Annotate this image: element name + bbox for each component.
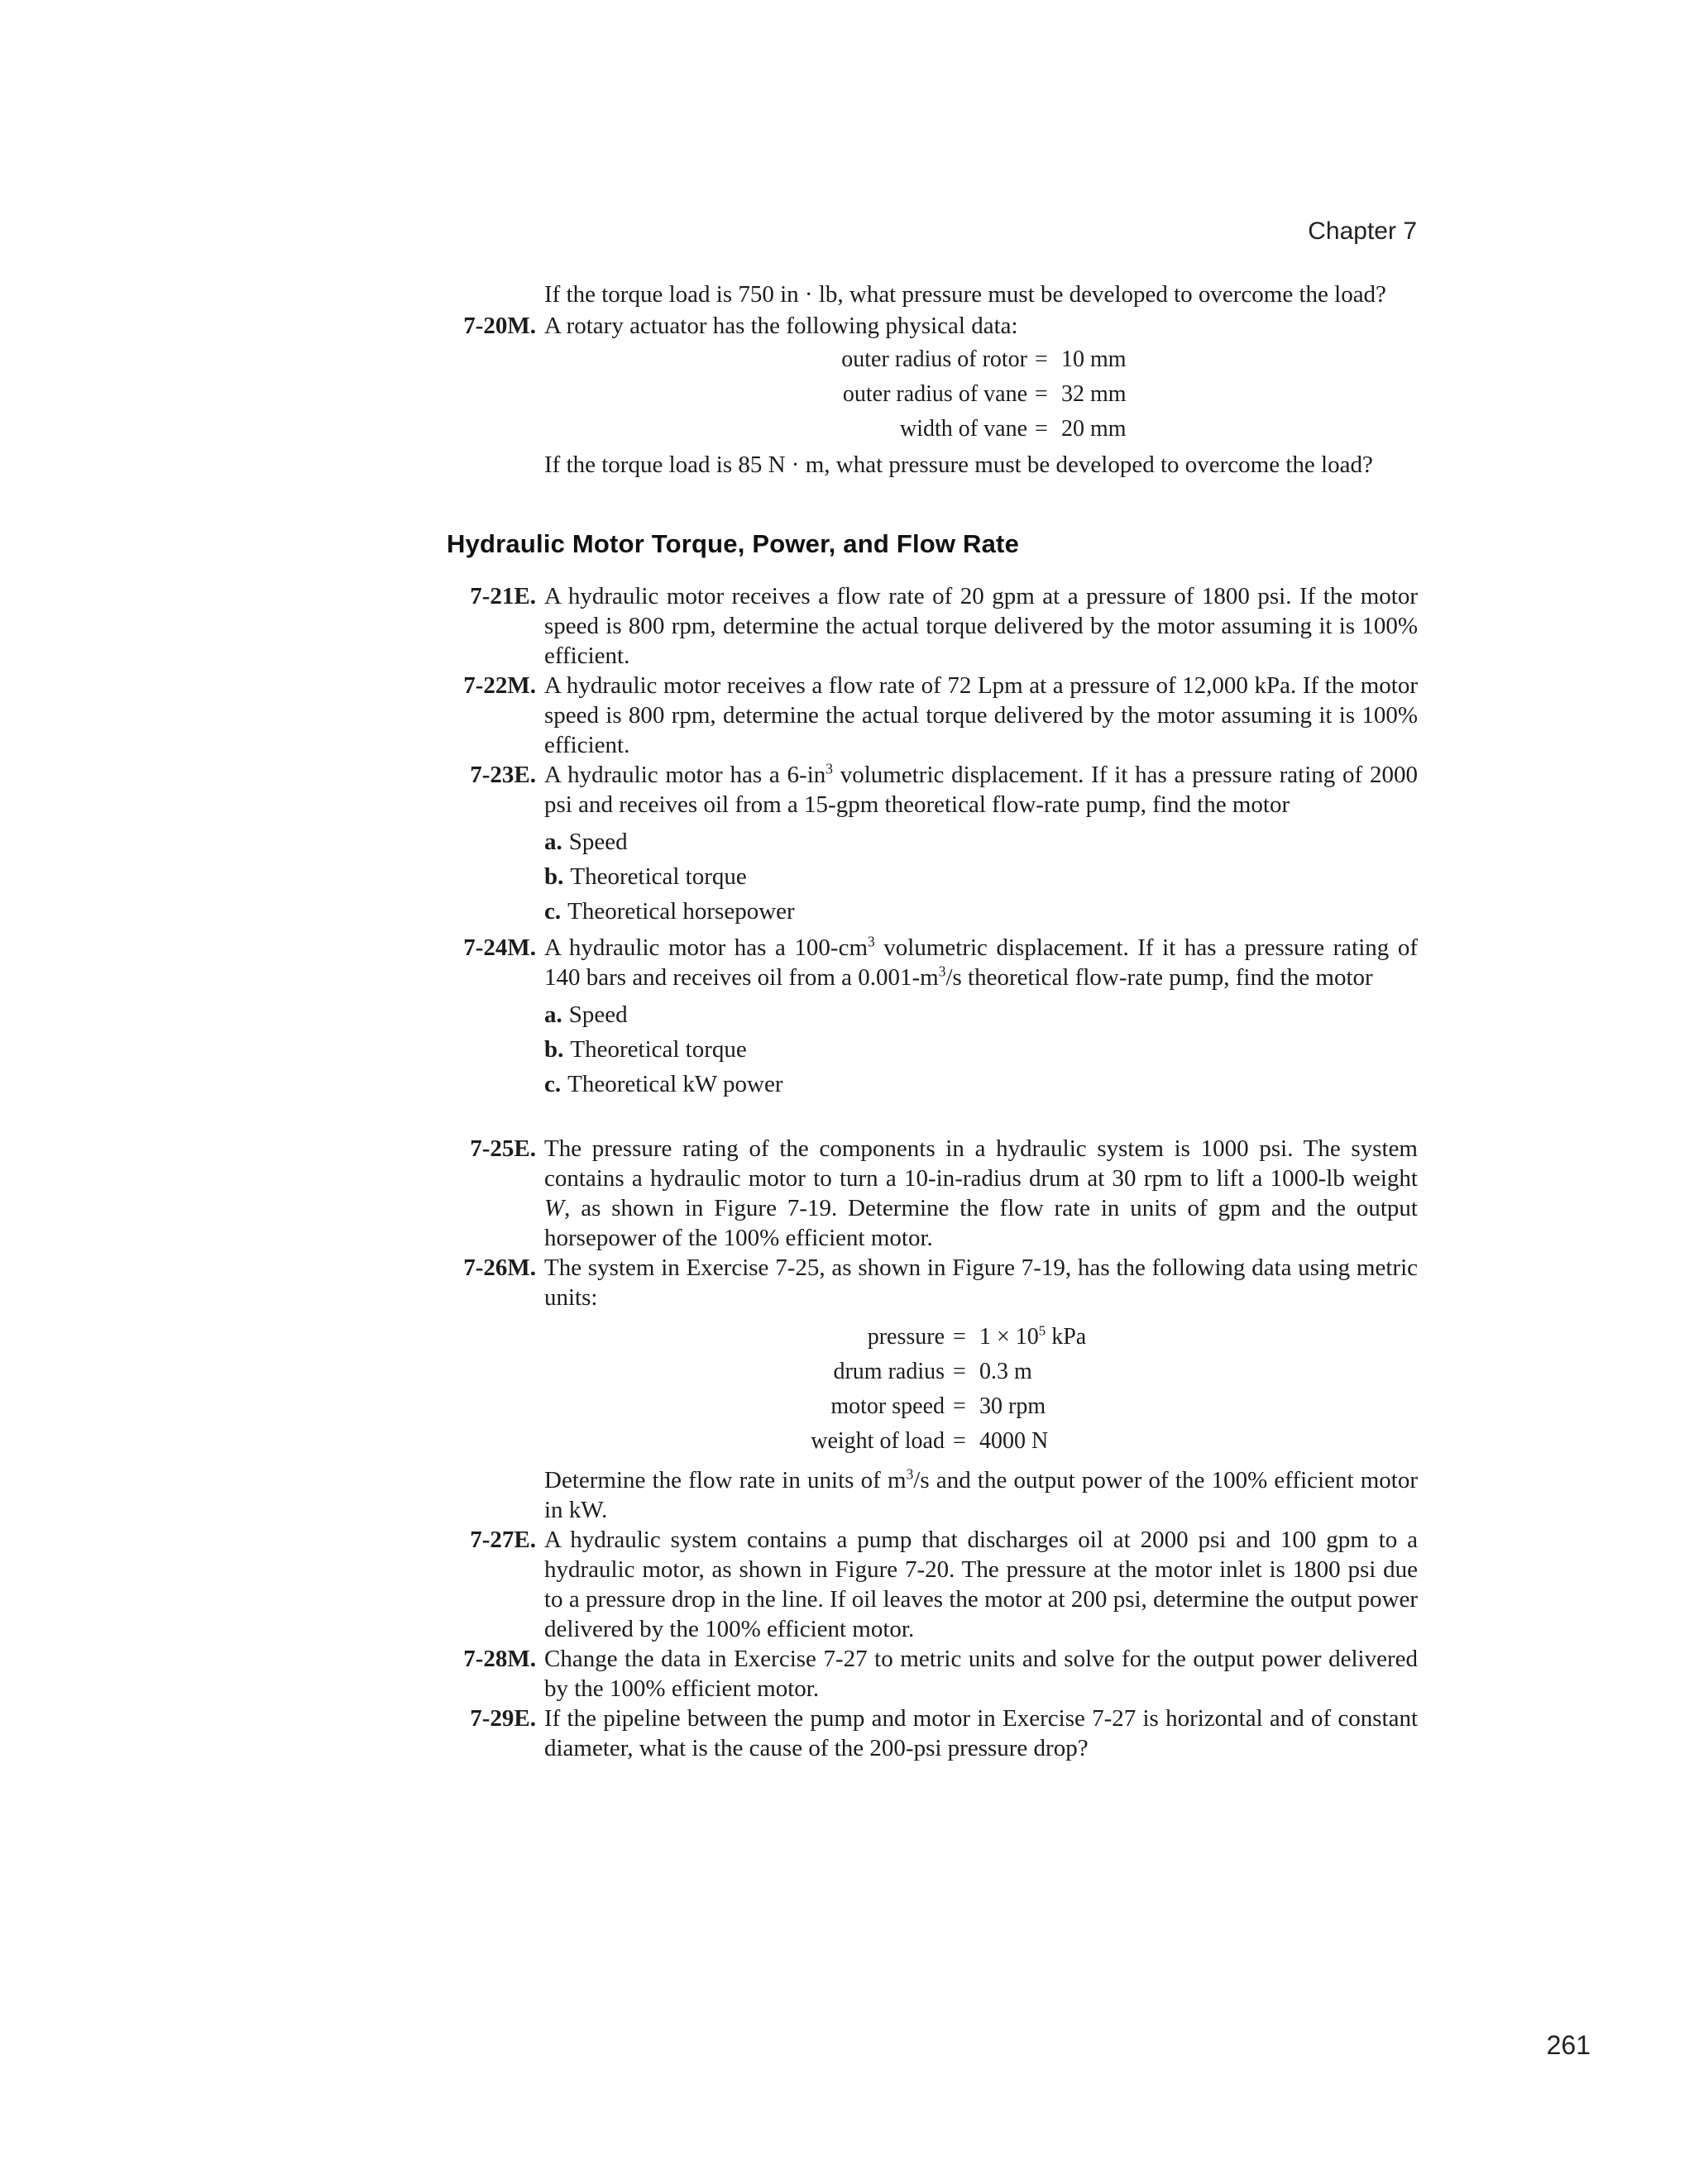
- exercise-number: 7-21E.: [470, 583, 536, 609]
- exercise-7-26-question: [447, 1465, 1418, 1525]
- list-item: a. Speed: [544, 1001, 628, 1028]
- exercise-text: A hydraulic motor has a $6-in^3$ volumetric displacement. If it has a pressure rating of 2000 psi and receives oil from a 15-gpm theoretical flow-rate pump, find the motor: [544, 760, 1418, 818]
- exercise-text: If the pipeline between the pump and motor in Exercise 7-27 is horizontal and of constant diameter, what is the cause of the 200-psi pressure drop?: [544, 1705, 1418, 1761]
- eq-lhs: weight of load: [811, 1428, 945, 1454]
- page-number: 261: [1546, 2030, 1591, 2060]
- sub-question-list: [447, 824, 1418, 929]
- exercise-7-20-question: [447, 450, 1418, 480]
- exercise-number: 7-22M.: [463, 672, 536, 699]
- list-item: c. Theoretical horsepower: [544, 898, 795, 925]
- list-item: b. Theoretical torque: [544, 1036, 747, 1063]
- eq-rhs: 10 mm: [1061, 346, 1127, 372]
- eq-lhs: outer radius of vane: [842, 381, 1027, 407]
- exercise-number: 7-29E.: [470, 1705, 536, 1732]
- exercise-number: 7-25E.: [470, 1135, 536, 1162]
- eq-lhs: motor speed: [830, 1393, 945, 1419]
- eq-equals: =: [953, 1428, 966, 1454]
- exercise-7-27: [447, 1525, 1418, 1644]
- exercise-7-19-tail: [447, 280, 1418, 309]
- exercise-text: Change the data in Exercise 7-27 to metric units and solve for the output power delivered by the 100% efficient motor.: [544, 1646, 1418, 1702]
- eq-rhs: 32 mm: [1061, 381, 1127, 407]
- exercise-7-23: [447, 760, 1418, 929]
- sub-question-list: [447, 997, 1418, 1102]
- running-header: Chapter 7: [1308, 217, 1417, 245]
- exercise-7-20: [447, 311, 1418, 341]
- exercise-7-26: [447, 1253, 1418, 1312]
- exercise-text: A rotary actuator has the following physical data:: [544, 313, 1018, 339]
- exercise-7-28: [447, 1644, 1418, 1704]
- exercise-number: 7-24M.: [463, 934, 536, 961]
- exercise-number: 7-23E.: [470, 762, 536, 788]
- exercise-text: A hydraulic motor receives a flow rate of 72 Lpm at a pressure of 12,000 kPa. If the motor speed is 800 rpm, determine the actual torque delivered by the motor assuming it is 100% efficient.: [544, 672, 1418, 758]
- exercise-number: 7-27E.: [470, 1527, 536, 1553]
- eq-equals: =: [1035, 416, 1048, 442]
- exercise-text: The pressure rating of the components in a hydraulic system is 1000 psi. The system contains a hydraulic motor to turn a 10-in-radius drum at 30 rpm to lift a 1000-lb weight W, as shown in Figure 7-19. Determine the flow rate in units of gpm and the output horsepower of the 100% efficient motor.: [544, 1135, 1418, 1251]
- exercise-number: 7-26M.: [463, 1254, 536, 1281]
- exercise-text: Determine the flow rate in units of $m^3/s$ and the output power of the 100% efficient motor in kW.: [544, 1465, 1418, 1523]
- eq-rhs: 30 rpm: [979, 1393, 1046, 1419]
- eq-rhs: 20 mm: [1061, 416, 1127, 442]
- exercise-text: If the torque load is 85 N · m, what pressure must be developed to overcome the load?: [544, 452, 1373, 478]
- eq-equals: =: [953, 1359, 966, 1384]
- exercise-text: A hydraulic system contains a pump that discharges oil at 2000 psi and 100 gpm to a hydraulic motor, as shown in Figure 7-20. The pressure at the motor inlet is 1800 psi due to a pressure drop in the line. If oil leaves the motor at 200 psi, determine the output power delivered by the 100% efficient motor.: [544, 1527, 1418, 1642]
- eq-rhs: $1 \times 10^5$ kPa: [979, 1322, 1087, 1350]
- exercise-7-25: [447, 1134, 1418, 1253]
- list-item: a. Speed: [544, 829, 628, 855]
- exercise-7-24: [447, 933, 1418, 1102]
- eq-equals: =: [953, 1393, 966, 1419]
- eq-equals: =: [1035, 346, 1048, 372]
- exercise-7-29: [447, 1704, 1418, 1763]
- eq-equals: =: [1035, 381, 1048, 407]
- list-item: c. Theoretical kW power: [544, 1071, 783, 1097]
- eq-equals: =: [953, 1324, 966, 1350]
- exercise-text: A hydraulic motor has a $100-cm^3$ volumetric displacement. If it has a pressure rating of 140 bars and receives oil from a $0.001-m^3/s$ theoretical flow-rate pump, find the motor: [544, 933, 1418, 991]
- eq-lhs: pressure: [867, 1324, 945, 1350]
- exercise-7-21: [447, 581, 1418, 671]
- eq-lhs: drum radius: [833, 1359, 945, 1384]
- eq-rhs: 4000 N: [979, 1428, 1049, 1454]
- exercise-text: If the torque load is 750 in · lb, what pressure must be developed to overcome the load?: [544, 281, 1386, 308]
- exercise-number: 7-28M.: [463, 1646, 536, 1672]
- exercise-7-22: [447, 671, 1418, 760]
- exercise-text: A hydraulic motor receives a flow rate of 20 gpm at a pressure of 1800 psi. If the motor speed is 800 rpm, determine the actual torque delivered by the motor assuming it is 100% efficient.: [544, 583, 1418, 669]
- eq-lhs: width of vane: [900, 416, 1027, 442]
- exercise-number: 7-20M.: [463, 313, 536, 339]
- eq-lhs: outer radius of rotor: [841, 346, 1027, 372]
- eq-rhs: 0.3 m: [979, 1359, 1032, 1384]
- section-title: Hydraulic Motor Torque, Power, and Flow Rate: [447, 529, 1020, 558]
- exercise-text: The system in Exercise 7-25, as shown in Figure 7-19, has the following data using metric units:: [544, 1254, 1418, 1311]
- list-item: b. Theoretical torque: [544, 863, 747, 890]
